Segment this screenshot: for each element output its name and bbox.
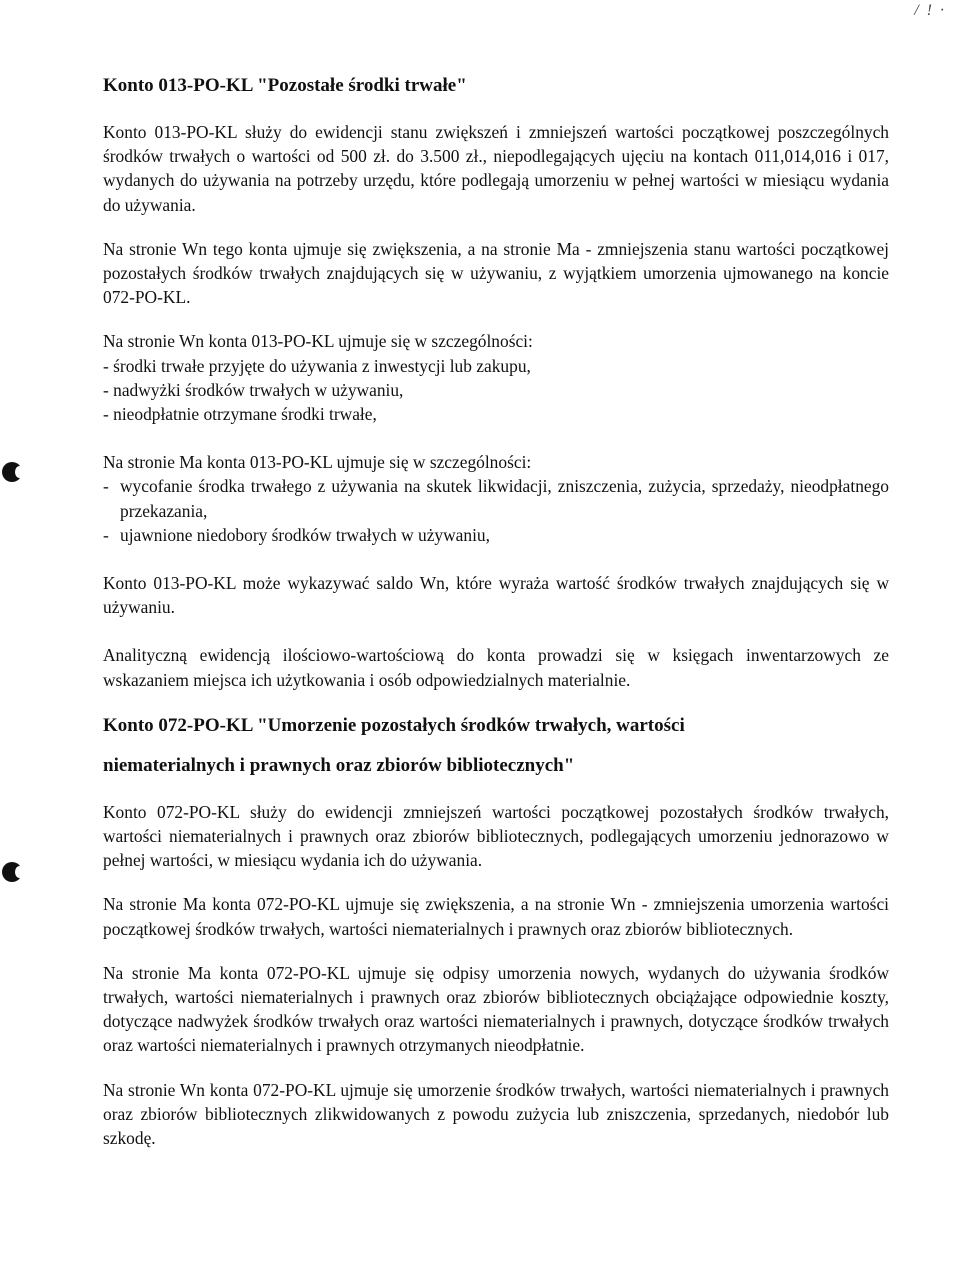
paragraph-072-description: Konto 072-PO-KL służy do ewidencji zmniejszeń wartości początkowej pozostałych środków trwałych, wartości niematerialnych i prawnych oraz zbiorów bibliotecznych, podlegających umorzeniu jednorazowo w pełnej wartości, w miesiącu wydania ich do używania. [103, 801, 889, 871]
list-item-text: wycofanie środka trwałego z używania na skutek likwidacji, zniszczenia, zużycia, sprzedaży, nieodpłatnego przekazania, [120, 476, 889, 521]
section-heading-013: Konto 013-PO-KL "Pozostałe środki trwałe" [103, 75, 467, 96]
punch-hole-icon [2, 462, 22, 482]
handwritten-mark: / ! · [914, 2, 946, 19]
paragraph-072-odpisy: Na stronie Ma konta 072-PO-KL ujmuje się odpisy umorzenia nowych, wydanych do używania środków trwałych, wartości niematerialnych i prawnych oraz zbiorów bibliotecznych obciążające odpowiednie koszty, dotyczące nadwyżek środków trwałych oraz wartości niematerialnych i prawnych, dotyczące środków trwałych oraz wartości niematerialnych i prawnych otrzymanych nieodpłatnie. [103, 962, 889, 1056]
section-heading-072-line2: niematerialnych i prawnych oraz zbiorów bibliotecznych" [103, 754, 575, 776]
paragraph-013-analityka: Analityczną ewidencją ilościowo-wartościową do konta prowadzi się w księgach inwentarzowych ze wskazaniem miejsca ich użytkowania i osób odpowiedzialnych materialnie. [103, 645, 889, 690]
list-item-text: ujawnione niedobory środków trwałych w używaniu, [120, 524, 490, 545]
ma-list-intro: Na stronie Ma konta 013-PO-KL ujmuje się w szczególności: [103, 452, 532, 473]
paragraph-013-description: Konto 013-PO-KL służy do ewidencji stanu zwiększeń i zmniejszeń wartości początkowej poszczególnych środków trwałych o wartości od 500 zł. do 3.500 zł., niepodlegających ujęciu na kontach 011,014,016 i 017, wydanych do używania na potrzeby urzędu, które podlegają umorzeniu w pełnej wartości w miesiącu wydania do używania. [103, 122, 889, 215]
ma-list-block [103, 450, 889, 547]
list-item: - wycofanie środka trwałego z używania na skutek likwidacji, zniszczenia, zużycia, sprzedaży, nieodpłatnego przekazania, [103, 474, 889, 522]
document-body [103, 66, 889, 1150]
wn-list-block [103, 329, 889, 426]
wn-list-intro: Na stronie Wn konta 013-PO-KL ujmuje się w szczególności: [103, 331, 533, 352]
paragraph-013-saldo: Konto 013-PO-KL może wykazywać saldo Wn, które wyraża wartość środków trwałych znajdujących się w używaniu. [103, 573, 889, 618]
paragraph-072-ma-wn: Na stronie Ma konta 072-PO-KL ujmuje się zwiększenia, a na stronie Wn - zmniejszenia umorzenia wartości początkowej środków trwałych, wartości niematerialnych i prawnych oraz zbiorów bibliotecznych. [103, 894, 889, 939]
punch-hole-icon [2, 862, 22, 882]
list-item: - ujawnione niedobory środków trwałych w używaniu, [103, 523, 889, 547]
paragraph-013-wn-ma: Na stronie Wn tego konta ujmuje się zwiększenia, a na stronie Ma - zmniejszenia stanu wartości początkowej pozostałych środków trwałych znajdujących się w używaniu, z wyjątkiem umorzenia ujmowanego na koncie 072-PO-KL. [103, 238, 889, 308]
section-heading-072-line1: Konto 072-PO-KL "Umorzenie pozostałych środków trwałych, wartości [103, 714, 685, 736]
list-item: - środki trwałe przyjęte do używania z inwestycji lub zakupu, [103, 355, 531, 376]
list-item: - nieodpłatnie otrzymane środki trwałe, [103, 404, 377, 425]
list-item: - nadwyżki środków trwałych w używaniu, [103, 379, 404, 400]
paragraph-072-wn: Na stronie Wn konta 072-PO-KL ujmuje się umorzenie środków trwałych, wartości niematerialnych i prawnych oraz zbiorów bibliotecznych zlikwidowanych z powodu zużycia lub zniszczenia, sprzedanych, niedobór lub szkodę. [103, 1079, 889, 1149]
